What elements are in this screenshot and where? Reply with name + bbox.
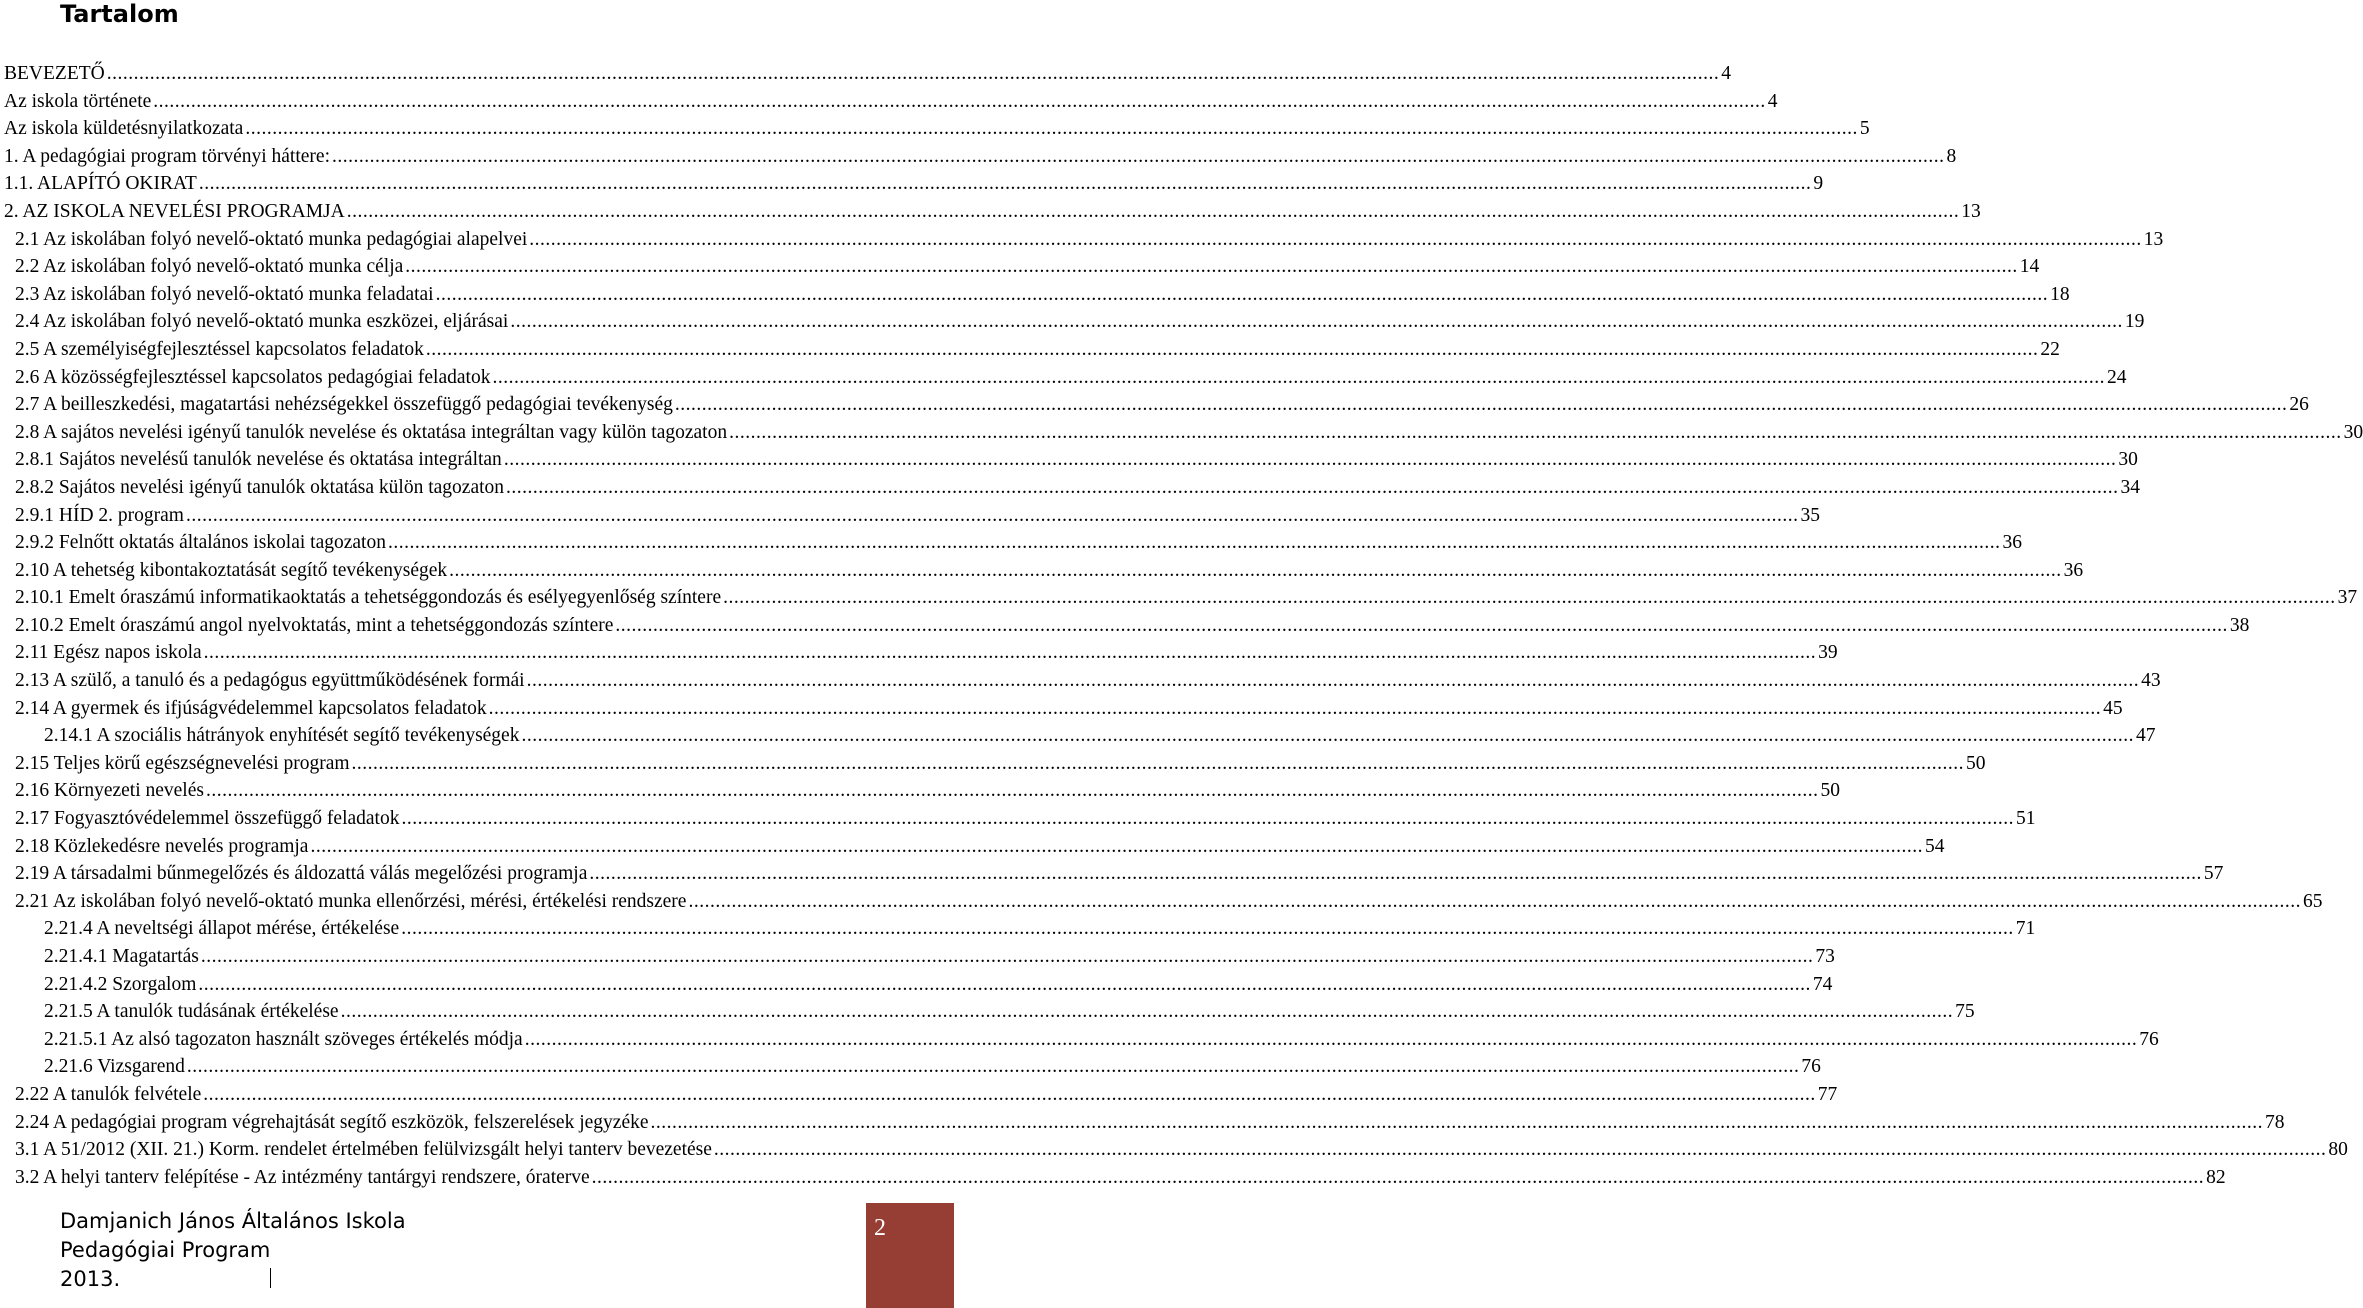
toc-entry-page: 76 (1801, 1056, 1821, 1078)
toc-entry-page: 77 (1817, 1083, 1838, 1105)
toc-entry[interactable] (4, 88, 1778, 116)
toc-entry[interactable] (4, 639, 1838, 667)
toc-entry-text: 2.15 Teljes körű egészségnevelési program (15, 752, 350, 774)
toc-dot-leader: ............................................................................................................................................................................................................................................................................................................ (650, 1111, 2264, 1133)
toc-entry[interactable] (4, 446, 2138, 474)
page-footer (60, 1207, 406, 1294)
toc-dot-leader: ............................................................................................................................................................................................................................................................................................................ (615, 614, 2228, 636)
toc-entry-page: 35 (1800, 504, 1820, 526)
toc-entry-page: 36 (2002, 532, 2022, 554)
toc-entry[interactable] (4, 529, 2022, 557)
toc-dot-leader: ............................................................................................................................................................................................................................................................................................................ (351, 752, 1965, 774)
toc-entry-text: 2.9.1 HÍD 2. program (15, 504, 184, 526)
toc-entry[interactable] (4, 584, 2358, 612)
toc-entry-page: 24 (2106, 366, 2127, 388)
toc-entry[interactable] (4, 971, 1833, 999)
toc-dot-leader: ............................................................................................................................................................................................................................................................................................................ (425, 338, 2039, 360)
toc-entry-text: 2.21.6 Vizsgarend (44, 1056, 185, 1078)
toc-dot-leader: ............................................................................................................................................................................................................................................................................................................ (729, 421, 2342, 443)
toc-dot-leader: ............................................................................................................................................................................................................................................................................................................ (106, 63, 1720, 84)
toc-entry-text: 2.14 A gyermek és ifjúságvédelemmel kapcsolatos feladatok (15, 697, 487, 719)
toc-dot-leader: ............................................................................................................................................................................................................................................................................................................ (153, 90, 1766, 112)
toc-entry[interactable] (4, 1053, 1821, 1081)
toc-entry-page: 4 (1721, 63, 1731, 84)
toc-entry[interactable] (4, 667, 2161, 695)
toc-entry-text: 3.1 A 51/2012 (XII. 21.) Korm. rendelet értelmében felülvizsgált helyi tanterv bevezetése (15, 1139, 712, 1161)
toc-entry-page: 13 (1961, 200, 1981, 222)
toc-dot-leader: ............................................................................................................................................................................................................................................................................................................ (185, 504, 1799, 526)
page-number: 2 (874, 1215, 886, 1241)
toc-dot-leader: ............................................................................................................................................................................................................................................................................................................ (723, 587, 2336, 609)
footer-year-line (60, 1265, 406, 1294)
toc-dot-leader: ............................................................................................................................................................................................................................................................................................................ (340, 1001, 1954, 1023)
toc-dot-leader: ............................................................................................................................................................................................................................................................................................................ (591, 1166, 2205, 1188)
toc-entry-text: 2.21.4.1 Magatartás (44, 946, 199, 967)
toc-entry-page: 30 (2343, 421, 2363, 443)
toc-entry-page: 71 (2015, 918, 2036, 940)
toc-entry-text: 2.10.2 Emelt óraszámú angol nyelvoktatás, mint a tehetséggondozás színtere (15, 614, 614, 636)
toc-entry-text: 2.7 A beilleszkedési, magatartási nehézségekkel összefüggő pedagógiai tevékenység (15, 394, 673, 416)
toc-entry[interactable] (4, 419, 2363, 447)
toc-dot-leader: ............................................................................................................................................................................................................................................................................................................ (203, 642, 1817, 664)
toc-entry-text: 2.14.1 A szociális hátrányok enyhítését segítő tevékenységek (44, 725, 520, 747)
toc-entry[interactable] (4, 170, 1824, 198)
toc-entry-page: 13 (2143, 228, 2164, 250)
toc-entry[interactable] (4, 1026, 2159, 1054)
toc-dot-leader: ............................................................................................................................................................................................................................................................................................................ (186, 1056, 1800, 1078)
footer-year: 2013. (60, 1267, 121, 1291)
toc-entry-page: 50 (1966, 752, 1986, 774)
toc-entry[interactable] (4, 722, 2156, 750)
toc-dot-leader: ............................................................................................................................................................................................................................................................................................................ (521, 725, 2134, 747)
toc-entry[interactable] (4, 198, 1981, 226)
toc-entry-text: Az iskola története (4, 90, 152, 112)
toc-entry-text: 2. AZ ISKOLA NEVELÉSI PROGRAMJA (4, 200, 345, 222)
toc-entry-page: 4 (1767, 90, 1778, 112)
toc-entry[interactable] (4, 1136, 2348, 1164)
toc-entry-text: 2.5 A személyiségfejlesztéssel kapcsolatos feladatok (15, 338, 424, 360)
toc-entry[interactable] (4, 805, 2036, 833)
toc-entry-text: 3.2 A helyi tanterv felépítése - Az intézmény tantárgyi rendszere, óraterve (15, 1166, 590, 1188)
toc-entry[interactable] (4, 115, 1870, 143)
toc-dot-leader: ............................................................................................................................................................................................................................................................................................................ (488, 697, 2102, 719)
toc-dot-leader: ............................................................................................................................................................................................................................................................................................................ (387, 532, 2001, 554)
toc-dot-leader: ............................................................................................................................................................................................................................................................................................................ (401, 918, 2014, 940)
toc-dot-leader: ............................................................................................................................................................................................................................................................................................................ (198, 973, 1811, 995)
toc-entry-text: 2.21.5 A tanulók tudásának értékelése (44, 1001, 339, 1023)
toc-entry-text: 2.21.4.2 Szorgalom (44, 973, 197, 995)
toc-entry-page: 14 (2019, 256, 2040, 278)
toc-entry-page: 30 (2118, 449, 2138, 471)
toc-entry[interactable] (4, 888, 2323, 916)
toc-dot-leader: ............................................................................................................................................................................................................................................................................................................ (332, 145, 1945, 167)
toc-entry-page: 50 (1820, 780, 1840, 802)
toc-entry[interactable] (4, 695, 2123, 723)
toc-entry-text: 2.1 Az iskolában folyó nevelő-oktató munka pedagógiai alapelvei (15, 228, 528, 250)
toc-entry-text: 2.21.4 A neveltségi állapot mérése, értékelése (44, 918, 400, 940)
toc-dot-leader: ............................................................................................................................................................................................................................................................................................................ (506, 476, 2119, 498)
toc-entry-text: 2.22 A tanulók felvétele (15, 1083, 202, 1105)
toc-entry[interactable] (4, 502, 1820, 530)
toc-entry-page: 36 (2063, 559, 2084, 581)
toc-title: Tartalom (60, 0, 179, 28)
toc-entry-page: 26 (2289, 394, 2309, 416)
toc-entry-page: 5 (1859, 118, 1870, 140)
toc-entry[interactable] (4, 750, 1986, 778)
toc-entry-text: 2.8 A sajátos nevelési igényű tanulók nevelése és oktatása integráltan vagy külön tagozaton (15, 421, 728, 443)
toc-entry[interactable] (4, 1081, 1838, 1109)
toc-entry[interactable] (4, 391, 2309, 419)
toc-entry-page: 43 (2141, 670, 2161, 692)
toc-entry-page: 34 (2120, 476, 2141, 498)
toc-dot-leader: ............................................................................................................................................................................................................................................................................................................ (589, 863, 2202, 885)
toc-entry[interactable] (4, 833, 1945, 861)
toc-entry-text: 2.9.2 Felnőtt oktatás általános iskolai tagozaton (15, 532, 386, 554)
footer-document-name: Pedagógiai Program (60, 1238, 271, 1262)
toc-dot-leader: ............................................................................................................................................................................................................................................................................................................ (346, 200, 1960, 222)
toc-entry[interactable] (4, 336, 2060, 364)
toc-entry[interactable] (4, 777, 1840, 805)
footer-school-name: Damjanich János Általános Iskola (60, 1209, 406, 1233)
toc-entry[interactable] (4, 860, 2224, 888)
text-cursor (270, 1268, 271, 1288)
toc-entry[interactable] (4, 253, 2040, 281)
toc-dot-leader: ............................................................................................................................................................................................................................................................................................................ (198, 173, 1812, 195)
toc-dot-leader: ............................................................................................................................................................................................................................................................................................................ (449, 559, 2062, 581)
toc-entry-page: 45 (2103, 697, 2123, 719)
toc-dot-leader: ............................................................................................................................................................................................................................................................................................................ (674, 394, 2288, 416)
toc-entry-text: 2.8.2 Sajátos nevelési igényű tanulók oktatása külön tagozaton (15, 476, 505, 498)
toc-entry-page: 80 (2328, 1139, 2348, 1161)
toc-entry-text: 2.21.5.1 Az alsó tagozaton használt szöveges értékelés módja (44, 1028, 523, 1050)
toc-dot-leader: ............................................................................................................................................................................................................................................................................................................ (205, 780, 1819, 802)
toc-entry-text: 2.10 A tehetség kibontakoztatását segítő tevékenységek (15, 559, 448, 581)
toc-entry-text: 2.16 Környezeti nevelés (15, 780, 204, 802)
toc-entry-page: 74 (1812, 973, 1833, 995)
toc-entry[interactable] (4, 612, 2250, 640)
toc-entry-text: Az iskola küldetésnyilatkozata (4, 118, 244, 140)
toc-entry-page: 82 (2206, 1166, 2226, 1188)
toc-entry[interactable] (4, 1109, 2285, 1137)
toc-entry[interactable] (4, 226, 2164, 254)
toc-entry[interactable] (4, 281, 2070, 309)
toc-entry[interactable] (4, 60, 1731, 88)
toc-entry-page: 37 (2337, 587, 2358, 609)
toc-entry-page: 8 (1946, 145, 1957, 167)
page-number-badge (866, 1203, 954, 1308)
toc-dot-leader: ............................................................................................................................................................................................................................................................................................................ (526, 670, 2140, 692)
table-of-contents (4, 60, 2363, 1191)
toc-entry-page: 19 (2124, 311, 2145, 333)
toc-dot-leader: ............................................................................................................................................................................................................................................................................................................ (510, 311, 2123, 333)
toc-entry-text: 2.11 Egész napos iskola (15, 642, 202, 664)
toc-entry-text: 2.24 A pedagógiai program végrehajtását segítő eszközök, felszerelések jegyzéke (15, 1111, 649, 1133)
toc-entry-text: 2.4 Az iskolában folyó nevelő-oktató munka eszközei, eljárásai (15, 311, 509, 333)
toc-dot-leader: ............................................................................................................................................................................................................................................................................................................ (529, 228, 2142, 250)
toc-entry-text: BEVEZETŐ (4, 63, 105, 84)
toc-entry-page: 22 (2040, 338, 2060, 360)
toc-entry-page: 54 (1924, 835, 1945, 857)
toc-entry[interactable] (4, 998, 1975, 1026)
toc-entry[interactable] (4, 1164, 2226, 1192)
toc-entry-text: 1. A pedagógiai program törvényi háttere: (4, 145, 330, 167)
toc-entry-text: 2.13 A szülő, a tanuló és a pedagógus együttműködésének formái (15, 670, 525, 692)
toc-entry-page: 51 (2015, 808, 2036, 830)
toc-dot-leader: ............................................................................................................................................................................................................................................................................................................ (203, 1083, 1816, 1105)
toc-entry-page: 75 (1955, 1001, 1975, 1023)
toc-entry-text: 2.10.1 Emelt óraszámú informatikaoktatás a tehetséggondozás és esélyegyenlőség színtere (15, 587, 722, 609)
toc-entry-text: 2.19 A társadalmi bűnmegelőzés és áldozattá válás megelőzési programja (15, 863, 588, 885)
toc-entry-text: 2.21 Az iskolában folyó nevelő-oktató munka ellenőrzési, mérési, értékelési rendszere (15, 890, 687, 912)
toc-entry-page: 39 (1818, 642, 1838, 664)
toc-entry-page: 73 (1815, 946, 1835, 967)
toc-dot-leader: ............................................................................................................................................................................................................................................................................................................ (401, 808, 2014, 830)
toc-entry-text: 2.18 Közlekedésre nevelés programja (15, 835, 309, 857)
toc-entry[interactable] (4, 943, 1835, 971)
toc-entry-text: 1.1. ALAPÍTÓ OKIRAT (4, 173, 197, 195)
toc-entry[interactable] (4, 143, 1957, 171)
toc-dot-leader: ............................................................................................................................................................................................................................................................................................................ (200, 946, 1814, 967)
toc-entry-text: 2.6 A közösségfejlesztéssel kapcsolatos pedagógiai feladatok (15, 366, 491, 388)
toc-dot-leader: ............................................................................................................................................................................................................................................................................................................ (524, 1028, 2138, 1050)
toc-entry-page: 18 (2050, 283, 2070, 305)
toc-dot-leader: ............................................................................................................................................................................................................................................................................................................ (713, 1139, 2327, 1161)
toc-entry[interactable] (4, 474, 2141, 502)
toc-entry-page: 78 (2265, 1111, 2285, 1133)
toc-entry-page: 38 (2229, 614, 2250, 636)
toc-entry-text: 2.17 Fogyasztóvédelemmel összefüggő feladatok (15, 808, 400, 830)
toc-dot-leader: ............................................................................................................................................................................................................................................................................................................ (310, 835, 1923, 857)
toc-entry-text: 2.8.1 Sajátos nevelésű tanulók nevelése és oktatása integráltan (15, 449, 502, 471)
toc-dot-leader: ............................................................................................................................................................................................................................................................................................................ (405, 256, 2018, 278)
toc-entry-page: 9 (1813, 173, 1824, 195)
toc-entry-page: 65 (2302, 890, 2323, 912)
toc-dot-leader: ............................................................................................................................................................................................................................................................................................................ (435, 283, 2049, 305)
toc-entry-page: 57 (2203, 863, 2224, 885)
toc-entry-page: 76 (2139, 1028, 2159, 1050)
toc-entry[interactable] (4, 364, 2127, 392)
toc-entry[interactable] (4, 557, 2084, 585)
toc-entry[interactable] (4, 915, 2036, 943)
toc-entry-text: 2.3 Az iskolában folyó nevelő-oktató munka feladatai (15, 283, 434, 305)
toc-dot-leader: ............................................................................................................................................................................................................................................................................................................ (492, 366, 2105, 388)
toc-dot-leader: ............................................................................................................................................................................................................................................................................................................ (688, 890, 2301, 912)
toc-dot-leader: ............................................................................................................................................................................................................................................................................................................ (245, 118, 1858, 140)
toc-entry-text: 2.2 Az iskolában folyó nevelő-oktató munka célja (15, 256, 404, 278)
toc-entry-page: 47 (2135, 725, 2156, 747)
toc-entry[interactable] (4, 308, 2145, 336)
toc-dot-leader: ............................................................................................................................................................................................................................................................................................................ (503, 449, 2117, 471)
